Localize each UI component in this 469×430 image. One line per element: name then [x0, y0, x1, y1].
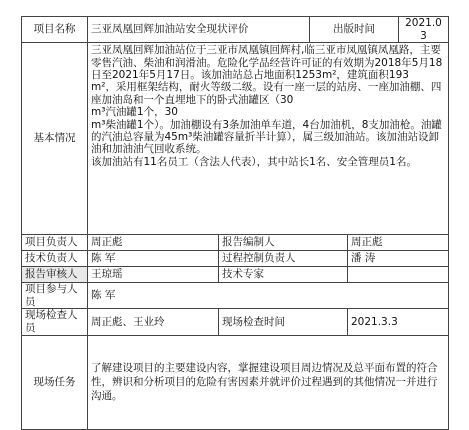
participant-label: 项目参与人员	[22, 283, 88, 309]
participant-value: 陈 军	[88, 283, 449, 309]
basic-info-line: m³柴油罐1个）。加油棚设有3条加油单车道，4台加油机，8支加油枪。油罐的汽油总容量为45m³柴油罐容量折半计算），属三级加油站。该加油站设卸油和加油油气回收系统。	[91, 118, 442, 156]
publish-time-label: 出版时间	[310, 17, 399, 43]
site-task-content: 了解建设项目的主要建设内容，掌握建设项目周边情况及总平面布置的符合性，辨识和分析项目的危险有害因素并就评价过程遇到的其他情况一并进行沟通。	[88, 335, 449, 429]
evaluation-table	[21, 16, 449, 430]
basic-info-content	[88, 43, 449, 235]
row-site-task	[22, 335, 449, 429]
report-reviewer-label: 报告审核人	[22, 267, 88, 283]
tech-expert-value	[348, 267, 449, 283]
site-check-time-value: 2021.3.3	[348, 309, 449, 335]
basic-info-line: m³汽油罐1个，30	[91, 106, 178, 119]
site-task-label: 现场任务	[22, 335, 88, 429]
process-leader-label: 过程控制负责人	[219, 251, 348, 267]
row-site-check	[22, 309, 449, 335]
row-basic-info	[22, 43, 449, 235]
project-name-label: 项目名称	[22, 17, 88, 43]
row-participant	[22, 283, 449, 309]
project-leader-value: 周正彪	[88, 235, 219, 251]
basic-info-line: 该加油站有11名员工（含法人代表），其中站长1名、安全管理员1名。	[91, 155, 417, 168]
project-name-value: 三亚凤凰回辉加油站安全现状评价	[88, 17, 310, 43]
row-reviewer	[22, 267, 449, 283]
tech-leader-label: 技术负责人	[22, 251, 88, 267]
basic-info-line: m²，采用框架结构，耐火等级二级。设有一座一层的站房、一座加油棚、四座加油岛和一个直埋地下的卧式油罐区（30	[91, 81, 442, 106]
report-author-label: 报告编制人	[219, 235, 348, 251]
site-inspector-value: 周正彪、王业玲	[88, 309, 219, 335]
tech-leader-value: 陈 军	[88, 251, 219, 267]
project-leader-label: 项目负责人	[22, 235, 88, 251]
row-leader	[22, 235, 449, 251]
process-leader-value: 潘 涛	[348, 251, 449, 267]
report-author-value: 周正彪	[348, 235, 449, 251]
basic-info-label: 基本情况	[22, 43, 88, 235]
site-inspector-label: 现场检查人员	[22, 309, 88, 335]
basic-info-line: 三亚凤凰回辉加油站位于三亚市凤凰镇回辉村,临三亚市凤凰镇凤凰路，主要零售汽油、柴油和润滑油。危险化学品经营许可证的有效期为2018年5月18日至2021年5月17日。该加油站总占地面积1253m²，建筑面积193	[91, 44, 443, 81]
row-tech-leader	[22, 251, 449, 267]
publish-time-value: 2021.03	[399, 17, 449, 43]
evaluation-form	[21, 16, 448, 413]
site-check-time-label: 现场检查时间	[219, 309, 348, 335]
tech-expert-label: 技术专家	[219, 267, 348, 283]
report-reviewer-value: 王琼瑶	[88, 267, 219, 283]
row-project-name	[22, 17, 449, 43]
